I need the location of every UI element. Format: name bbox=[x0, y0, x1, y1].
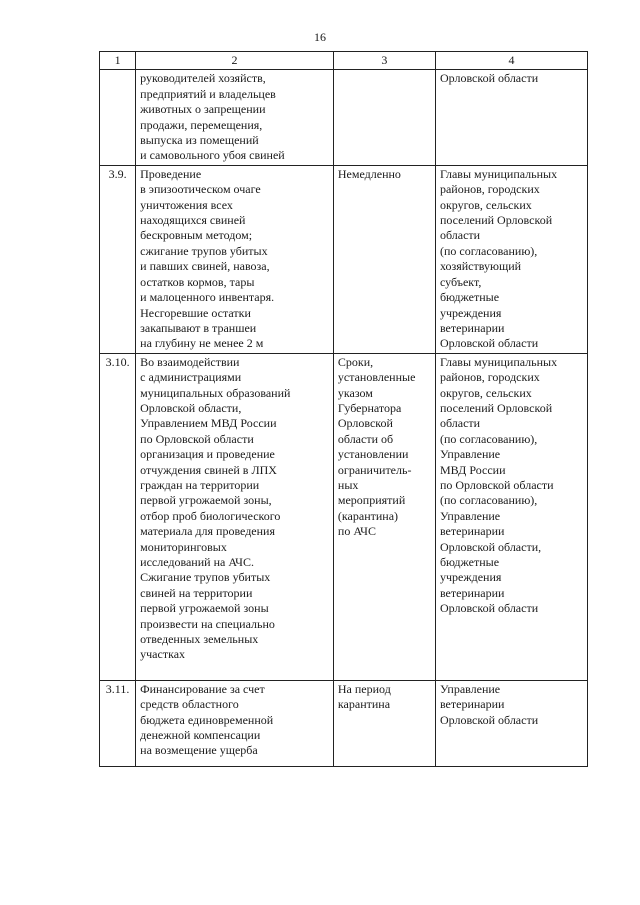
term-cell-line: мероприятий bbox=[337, 493, 406, 508]
action-cell bbox=[136, 165, 334, 353]
responsible-cell-line: учреждения bbox=[439, 305, 502, 320]
responsible-cell-line: МВД России bbox=[439, 462, 506, 477]
responsible-cell-line: Главы муниципальных bbox=[439, 354, 558, 369]
table-row bbox=[100, 165, 588, 353]
action-cell-line: выпуска из помещений bbox=[140, 133, 259, 148]
responsible-cell-line: Орловской области bbox=[439, 712, 539, 727]
responsible-cell bbox=[435, 165, 587, 353]
row-number: 3.11. bbox=[100, 680, 136, 766]
responsible-cell-line: ветеринарии bbox=[439, 524, 505, 539]
term-cell bbox=[333, 165, 435, 353]
responsible-cell-line: Управление bbox=[439, 681, 501, 696]
term-cell-line: Немедленно bbox=[337, 166, 401, 181]
action-cell-line: на глубину не менее 2 м bbox=[140, 336, 264, 351]
action-cell-line: организация и проведение bbox=[140, 447, 275, 462]
responsible-cell bbox=[435, 680, 587, 766]
action-cell-line: Орловской области, bbox=[140, 400, 242, 415]
row-number: 3.9. bbox=[100, 165, 136, 353]
action-cell-line: в эпизоотическом очаге bbox=[140, 182, 261, 197]
row-number bbox=[100, 70, 136, 165]
table-row bbox=[100, 353, 588, 680]
term-cell-line: области об bbox=[337, 431, 394, 446]
measures-table bbox=[99, 51, 588, 767]
responsible-cell-line: Орловской области bbox=[439, 336, 539, 351]
responsible-cell-line: Управление bbox=[439, 508, 501, 523]
action-cell-line: уничтожения всех bbox=[140, 197, 233, 212]
responsible-cell-line: области bbox=[439, 416, 481, 431]
responsible-cell-line: Управление bbox=[439, 447, 501, 462]
action-cell bbox=[136, 70, 334, 165]
responsible-cell bbox=[435, 353, 587, 680]
table-row bbox=[100, 70, 588, 165]
term-cell-line: установлении bbox=[337, 447, 409, 462]
table-header-row bbox=[100, 52, 588, 70]
action-cell-line: Управлением МВД России bbox=[140, 416, 277, 431]
responsible-cell-line: Орловской области, bbox=[439, 539, 542, 554]
header-col-3: 3 bbox=[333, 52, 435, 70]
action-cell-line: и малоценного инвентаря. bbox=[140, 290, 275, 305]
action-cell-line: остатков кормов, тары bbox=[140, 274, 255, 289]
action-cell-line: участках bbox=[140, 647, 186, 662]
action-cell-line: муниципальных образований bbox=[140, 385, 291, 400]
responsible-cell-line: районов, городских bbox=[439, 182, 540, 197]
responsible-cell-line: Орловской области bbox=[439, 71, 539, 86]
responsible-cell-line: округов, сельских bbox=[439, 385, 532, 400]
responsible-cell-line: бюджетные bbox=[439, 290, 500, 305]
action-cell-line: по Орловской области bbox=[140, 431, 254, 446]
action-cell-line: бескровным методом; bbox=[140, 228, 253, 243]
responsible-cell-line: районов, городских bbox=[439, 370, 540, 385]
action-cell-line: исследований на АЧС. bbox=[140, 555, 254, 569]
term-cell-line: ограничитель- bbox=[337, 462, 412, 477]
term-cell-line: Губернатора bbox=[337, 400, 402, 415]
action-cell-line: Финансирование за счет bbox=[140, 681, 265, 696]
action-cell-line: отведенных земельных bbox=[140, 632, 259, 647]
action-cell-line: средств областного bbox=[140, 697, 239, 712]
action-cell-line: первой угрожаемой зоны bbox=[140, 601, 269, 616]
term-cell-line: установленные bbox=[337, 370, 416, 385]
responsible-cell-line: (по согласованию), bbox=[439, 431, 538, 446]
responsible-cell bbox=[435, 70, 587, 165]
action-cell-line: Во взаимодействии bbox=[140, 354, 240, 369]
action-cell bbox=[136, 353, 334, 680]
page-number: 16 bbox=[314, 30, 326, 44]
action-cell-line: первой угрожаемой зоны, bbox=[140, 493, 272, 508]
responsible-cell-line: (по согласованию), bbox=[439, 243, 538, 258]
action-cell-line: Проведение bbox=[140, 166, 202, 181]
term-cell-line: Сроки, bbox=[337, 354, 374, 369]
term-cell-line: На период bbox=[337, 681, 391, 696]
responsible-cell-line: поселений Орловской bbox=[439, 213, 553, 228]
action-cell-line: закапывают в траншеи bbox=[140, 320, 257, 335]
term-cell-line: карантина bbox=[337, 697, 391, 712]
action-cell-line: отбор проб биологического bbox=[140, 508, 281, 523]
action-cell-line: с администрациями bbox=[140, 370, 242, 385]
term-cell-line: (карантина) bbox=[337, 508, 399, 523]
term-cell-line: Орловской bbox=[337, 416, 393, 431]
action-cell-line: и самовольного убоя свиней bbox=[140, 148, 285, 163]
responsible-cell-line: поселений Орловской bbox=[439, 400, 553, 415]
header-col-1: 1 bbox=[100, 52, 136, 70]
header-col-2: 2 bbox=[136, 52, 334, 70]
action-cell-line: предприятий и владельцев bbox=[140, 86, 276, 101]
action-cell-line: и павших свиней, навоза, bbox=[140, 259, 270, 274]
responsible-cell-line: Орловской области bbox=[439, 601, 539, 616]
action-cell-line: произвести на специально bbox=[140, 616, 275, 631]
responsible-cell-line: хозяйствующий bbox=[439, 259, 522, 274]
action-cell-line: бюджета единовременной bbox=[140, 712, 274, 727]
table-row bbox=[100, 680, 588, 766]
action-cell-line: отчуждения свиней в ЛПХ bbox=[140, 462, 277, 477]
responsible-cell-line: ветеринарии bbox=[439, 320, 505, 335]
responsible-cell-line: (по согласованию), bbox=[439, 493, 538, 508]
responsible-cell-line: Главы муниципальных bbox=[439, 166, 558, 181]
term-cell bbox=[333, 680, 435, 766]
responsible-cell-line: ветеринарии bbox=[439, 585, 505, 600]
responsible-cell-line: бюджетные bbox=[439, 555, 500, 569]
term-cell bbox=[333, 353, 435, 680]
action-cell bbox=[136, 680, 334, 766]
action-cell-line: сжигание трупов убитых bbox=[140, 243, 268, 258]
responsible-cell-line: области bbox=[439, 228, 481, 243]
action-cell-line: свиней на территории bbox=[140, 585, 253, 600]
term-cell-line: указом bbox=[337, 385, 373, 400]
term-cell-line: по АЧС bbox=[337, 524, 376, 539]
action-cell-line: Сжигание трупов убитых bbox=[140, 570, 271, 585]
action-cell-line: денежной компенсации bbox=[140, 728, 261, 743]
action-cell-line: материала для проведения bbox=[140, 524, 275, 539]
action-cell-line: граждан на территории bbox=[140, 477, 260, 492]
action-cell-line: находящихся свиней bbox=[140, 213, 246, 228]
term-cell bbox=[333, 70, 435, 165]
row-number: 3.10. bbox=[100, 353, 136, 680]
term-cell-line: ных bbox=[337, 477, 359, 492]
action-cell-line: продажи, перемещения, bbox=[140, 117, 263, 132]
responsible-cell-line: субъект, bbox=[439, 274, 482, 289]
action-cell-line: Несгоревшие остатки bbox=[140, 305, 251, 320]
action-cell-line: мониторинговых bbox=[140, 539, 227, 554]
action-cell-line: на возмещение ущерба bbox=[140, 743, 258, 758]
responsible-cell-line: по Орловской области bbox=[439, 477, 554, 492]
action-cell-line: руководителей хозяйств, bbox=[140, 71, 266, 86]
responsible-cell-line: учреждения bbox=[439, 570, 502, 585]
responsible-cell-line: ветеринарии bbox=[439, 697, 505, 712]
responsible-cell-line: округов, сельских bbox=[439, 197, 532, 212]
action-cell-line: животных о запрещении bbox=[140, 102, 266, 117]
header-col-4: 4 bbox=[435, 52, 587, 70]
